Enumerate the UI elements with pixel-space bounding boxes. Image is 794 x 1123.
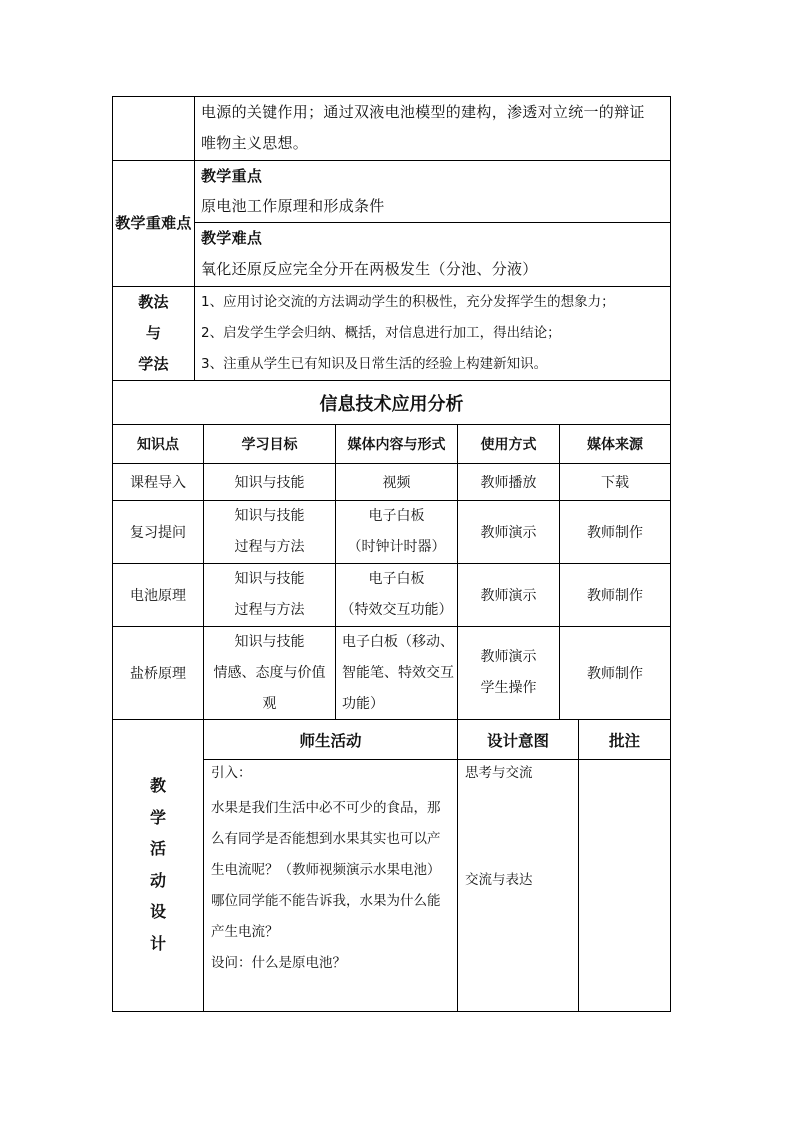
header-knowledge-point: 知识点 — [137, 437, 179, 453]
table-border-bottom — [112, 1011, 671, 1012]
cell-source: 教师制作 — [587, 666, 643, 682]
cell-goal-line: 过程与方法 — [234, 539, 305, 555]
difficulty-heading: 教学难点 — [201, 229, 263, 247]
cell-media-line: （特效交互功能） — [340, 602, 453, 618]
cell-point: 盐桥原理 — [130, 666, 186, 682]
activity-label-char: 活 — [149, 839, 166, 858]
activity-line: 产生电流？ — [211, 924, 279, 940]
header-design-intent: 设计意图 — [486, 731, 549, 750]
design-intent-2: 交流与表达 — [465, 872, 533, 888]
key-points-label-cell — [113, 161, 194, 286]
key-points-label: 教学重难点 — [115, 214, 192, 232]
methods-label-line: 教法 — [138, 293, 169, 311]
cell-goal — [204, 627, 335, 719]
cell-usage: 教师播放 — [480, 475, 537, 491]
cell-usage-line: 教师演示 — [480, 649, 537, 665]
header-usage: 使用方式 — [480, 437, 537, 453]
cell-source: 教师制作 — [587, 525, 643, 541]
header-annotation: 批注 — [608, 731, 640, 750]
activity-line: 设问：什么是原电池？ — [211, 955, 346, 971]
row-divider — [194, 222, 671, 223]
column-divider — [203, 719, 204, 1012]
design-intent-1: 思考与交流 — [465, 765, 533, 781]
cell-media — [342, 627, 457, 719]
cell-media — [336, 501, 457, 563]
activity-line: 引入： — [211, 765, 252, 781]
table-border-right — [670, 96, 671, 1012]
cell-goal-line: 知识与技能 — [234, 571, 305, 587]
column-divider — [457, 719, 458, 1012]
cell-point: 电池原理 — [130, 588, 186, 604]
cell-usage: 教师演示 — [480, 525, 537, 541]
cell-goal — [204, 501, 335, 563]
goals-line: 唯物主义思想。 — [201, 134, 309, 152]
methods-label-line: 学法 — [138, 355, 169, 373]
difficulty-text: 氧化还原反应完全分开在两极发生（分池、分液） — [201, 260, 538, 278]
cell-media-line: 功能） — [342, 696, 384, 712]
methods-item: 2、启发学生学会归纳、概括，对信息进行加工，得出结论； — [201, 325, 561, 341]
methods-item: 1、应用讨论交流的方法调动学生的积极性，充分发挥学生的想象力； — [201, 294, 615, 310]
cell-usage-line: 学生操作 — [480, 680, 537, 696]
methods-label-line: 与 — [145, 324, 162, 342]
column-divider — [578, 719, 579, 1012]
cell-media-line: 智能笔、特效交互 — [342, 665, 454, 681]
cell-media-line: （时钟计时器） — [347, 539, 446, 555]
focus-heading: 教学重点 — [201, 167, 263, 185]
methods-list — [201, 287, 669, 380]
cell-goal-line: 观 — [262, 696, 277, 712]
activity-label-char: 计 — [149, 933, 166, 953]
cell-source: 教师制作 — [587, 588, 643, 604]
cell-point: 复习提问 — [130, 525, 186, 541]
it-analysis-title: 信息技术应用分析 — [319, 393, 464, 415]
goals-continuation-text — [201, 97, 669, 160]
cell-goal-line: 过程与方法 — [234, 602, 305, 618]
cell-point: 课程导入 — [130, 475, 186, 491]
cell-goal: 知识与技能 — [234, 475, 305, 491]
cell-media-line: 电子白板 — [368, 508, 425, 524]
cell-goal-line: 知识与技能 — [234, 508, 305, 524]
row-divider — [112, 160, 671, 161]
activity-label-char: 动 — [149, 870, 166, 890]
cell-media-line: 电子白板（移动、 — [342, 634, 454, 650]
header-teacher-student-activity: 师生活动 — [299, 731, 362, 750]
cell-goal — [204, 564, 335, 626]
activity-line: 水果是我们生活中必不可少的食品，那 — [211, 800, 441, 816]
teacher-activity-text — [211, 759, 455, 979]
header-media-content: 媒体内容与形式 — [347, 437, 446, 453]
activity-label-char: 学 — [149, 807, 166, 827]
activity-line: 哪位同学能不能告诉我，水果为什么能 — [211, 893, 441, 909]
label-column-divider — [194, 96, 195, 380]
activity-label-char: 设 — [149, 902, 166, 921]
cell-usage: 教师演示 — [480, 588, 537, 604]
activity-line: 生电流呢？（教师视频演示水果电池） — [211, 862, 441, 878]
cell-source: 下载 — [601, 475, 629, 491]
goals-line: 电源的关键作用；通过双液电池模型的建构，渗透对立统一的辩证 — [201, 103, 645, 121]
cell-media: 视频 — [382, 475, 411, 491]
header-learning-goal: 学习目标 — [241, 437, 298, 453]
cell-media-line: 电子白板 — [368, 571, 425, 587]
focus-text: 原电池工作原理和形成条件 — [201, 197, 385, 215]
methods-item: 3、注重从学生已有知识及日常生活的经验上构建新知识。 — [201, 356, 548, 372]
cell-goal-line: 情感、态度与价值 — [213, 665, 326, 681]
activity-line: 么有同学是否能想到水果其实也可以产 — [211, 831, 441, 847]
header-media-source: 媒体来源 — [587, 437, 643, 453]
cell-media — [336, 564, 457, 626]
activity-label-char: 教 — [149, 776, 166, 795]
cell-usage — [458, 642, 559, 704]
activity-label-cell — [113, 770, 203, 959]
methods-label-cell — [113, 287, 194, 380]
cell-goal-line: 知识与技能 — [234, 634, 305, 650]
